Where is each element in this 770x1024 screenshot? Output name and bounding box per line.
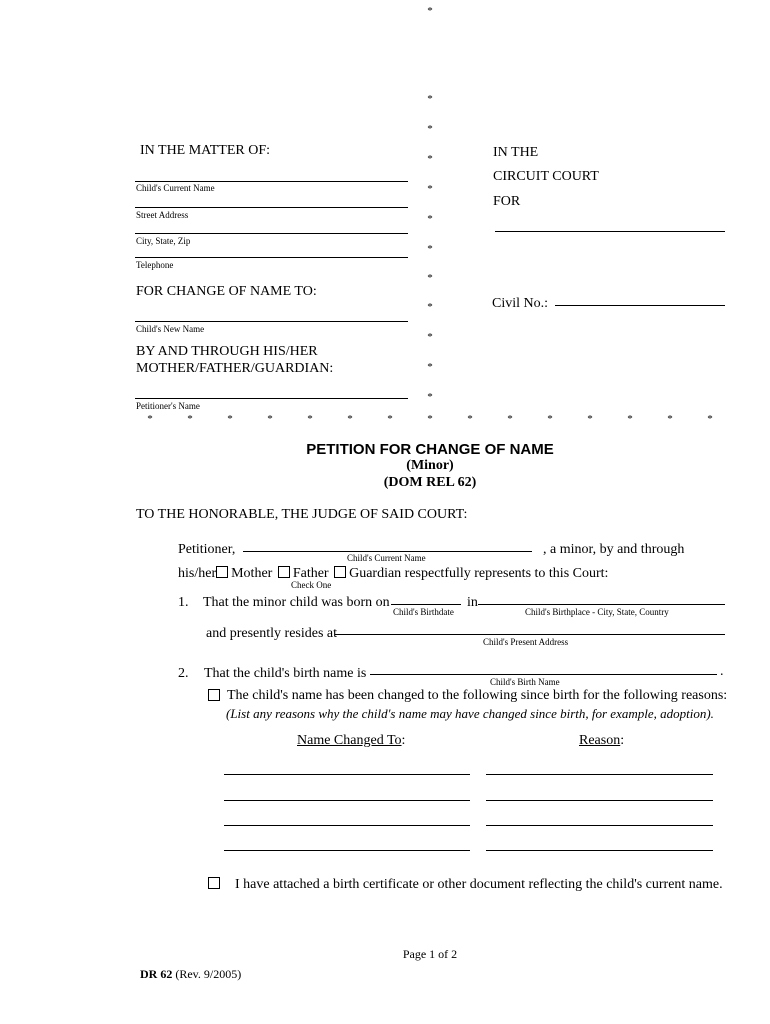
petitioner-name-line[interactable] xyxy=(135,398,408,399)
caption-star: * xyxy=(427,413,433,425)
petitioner-label: Petitioner, xyxy=(178,542,236,557)
petitioner-name-label: Petitioner's Name xyxy=(136,401,200,411)
reason-line[interactable] xyxy=(486,774,713,775)
caption-star: * xyxy=(267,413,273,425)
civil-no-label: Civil No.: xyxy=(492,296,549,311)
caption-star: * xyxy=(147,413,153,425)
name-changed-line[interactable] xyxy=(224,800,470,801)
caption-star: * xyxy=(587,413,593,425)
in-the-label: IN THE xyxy=(493,145,539,160)
check-one-hint: Check One xyxy=(291,580,332,590)
birth-name-line[interactable] xyxy=(370,674,717,675)
caption-star: * xyxy=(427,272,433,284)
circuit-court-label: CIRCUIT COURT xyxy=(493,169,599,184)
his-her-text: his/her xyxy=(178,566,217,581)
item1-number: 1. xyxy=(178,595,189,610)
caption-star: * xyxy=(627,413,633,425)
caption-star: * xyxy=(427,93,433,105)
item2-number: 2. xyxy=(178,666,189,681)
caption-star: * xyxy=(427,243,433,255)
caption-star: * xyxy=(427,391,433,403)
petitioner-child-name-hint: Child's Current Name xyxy=(347,553,426,563)
birthplace-line[interactable] xyxy=(478,604,725,605)
caption-star: * xyxy=(427,213,433,225)
caption-star: * xyxy=(667,413,673,425)
caption-star: * xyxy=(707,413,713,425)
caption-star: * xyxy=(307,413,313,425)
present-address-line[interactable] xyxy=(335,634,725,635)
reason-heading: Reason: xyxy=(579,733,625,748)
birthdate-hint: Child's Birthdate xyxy=(393,607,454,617)
minor-by-through-text: , a minor, by and through xyxy=(543,542,685,557)
caption-star: * xyxy=(427,183,433,195)
page-number: Page 1 of 2 xyxy=(402,947,458,961)
caption-star: * xyxy=(427,331,433,343)
telephone-line[interactable] xyxy=(135,257,408,258)
caption-star: * xyxy=(347,413,353,425)
child-current-name-line[interactable] xyxy=(135,181,408,182)
guardian-checkbox[interactable] xyxy=(334,566,346,578)
caption-star: * xyxy=(507,413,513,425)
in-matter-of-heading: IN THE MATTER OF: xyxy=(140,143,271,158)
father-label: Father xyxy=(292,566,329,581)
item2-text: That the child's birth name is xyxy=(204,666,367,681)
mother-father-guardian-heading: MOTHER/FATHER/GUARDIAN: xyxy=(136,361,334,376)
petitioner-child-name-line[interactable] xyxy=(243,551,532,552)
name-changed-checkbox[interactable] xyxy=(208,689,220,701)
birthplace-hint: Child's Birthplace - City, State, Country xyxy=(525,607,669,617)
caption-star: * xyxy=(227,413,233,425)
for-change-of-name-heading: FOR CHANGE OF NAME TO: xyxy=(136,284,317,299)
his-her-line xyxy=(178,566,608,582)
attached-certificate-checkbox[interactable] xyxy=(208,877,220,889)
birth-name-hint: Child's Birth Name xyxy=(490,677,560,687)
name-changed-text: The child's name has been changed to the following since birth for the following reasons: xyxy=(227,688,728,703)
birthdate-line[interactable] xyxy=(391,604,461,605)
caption-star: * xyxy=(427,361,433,373)
mother-label: Mother xyxy=(231,566,273,581)
telephone-label: Telephone xyxy=(136,260,174,270)
name-changed-line[interactable] xyxy=(224,774,470,775)
for-label: FOR xyxy=(493,194,521,209)
caption-star: * xyxy=(427,153,433,165)
caption-star: * xyxy=(387,413,393,425)
name-changed-line[interactable] xyxy=(224,850,470,851)
item1-text: That the minor child was born on xyxy=(203,595,390,610)
reason-line[interactable] xyxy=(486,825,713,826)
street-address-label: Street Address xyxy=(136,210,189,220)
caption-star: * xyxy=(187,413,193,425)
caption-star: * xyxy=(427,301,433,313)
guardian-label: Guardian respectfully represents to this Court: xyxy=(349,566,609,581)
form-revision: DR 62 (Rev. 9/2005) xyxy=(140,967,242,981)
street-address-line[interactable] xyxy=(135,207,408,208)
resides-text: and presently resides at xyxy=(206,626,338,641)
name-changed-line[interactable] xyxy=(224,825,470,826)
birth-name-period: . xyxy=(720,664,724,679)
present-address-hint: Child's Present Address xyxy=(483,637,569,647)
name-changed-to-heading: Name Changed To: xyxy=(297,733,406,748)
petition-title: PETITION FOR CHANGE OF NAME xyxy=(306,441,554,458)
caption-star: * xyxy=(547,413,553,425)
salutation: TO THE HONORABLE, THE JUDGE OF SAID COURT: xyxy=(136,507,468,522)
mother-checkbox[interactable] xyxy=(216,566,228,578)
minor-subtitle: (Minor) xyxy=(406,458,454,473)
by-and-through-heading: BY AND THROUGH HIS/HER xyxy=(136,344,318,359)
caption-star: * xyxy=(427,123,433,135)
city-state-zip-label: City, State, Zip xyxy=(136,236,191,246)
caption-star: * xyxy=(467,413,473,425)
in-label: in xyxy=(467,595,478,610)
county-line[interactable] xyxy=(495,231,725,232)
reason-line[interactable] xyxy=(486,800,713,801)
father-checkbox[interactable] xyxy=(278,566,290,578)
dom-rel-subtitle: (DOM REL 62) xyxy=(383,475,477,490)
child-current-name-label: Child's Current Name xyxy=(136,183,215,193)
child-new-name-label: Child's New Name xyxy=(136,324,205,334)
caption-star: * xyxy=(427,5,433,17)
name-changed-note: (List any reasons why the child's name may have changed since birth, for example, adoption). xyxy=(226,706,714,721)
attached-certificate-text: I have attached a birth certificate or other document reflecting the child's current name. xyxy=(235,877,723,892)
civil-no-line[interactable] xyxy=(555,305,725,306)
reason-line[interactable] xyxy=(486,850,713,851)
city-state-zip-line[interactable] xyxy=(135,233,408,234)
child-new-name-line[interactable] xyxy=(135,321,408,322)
